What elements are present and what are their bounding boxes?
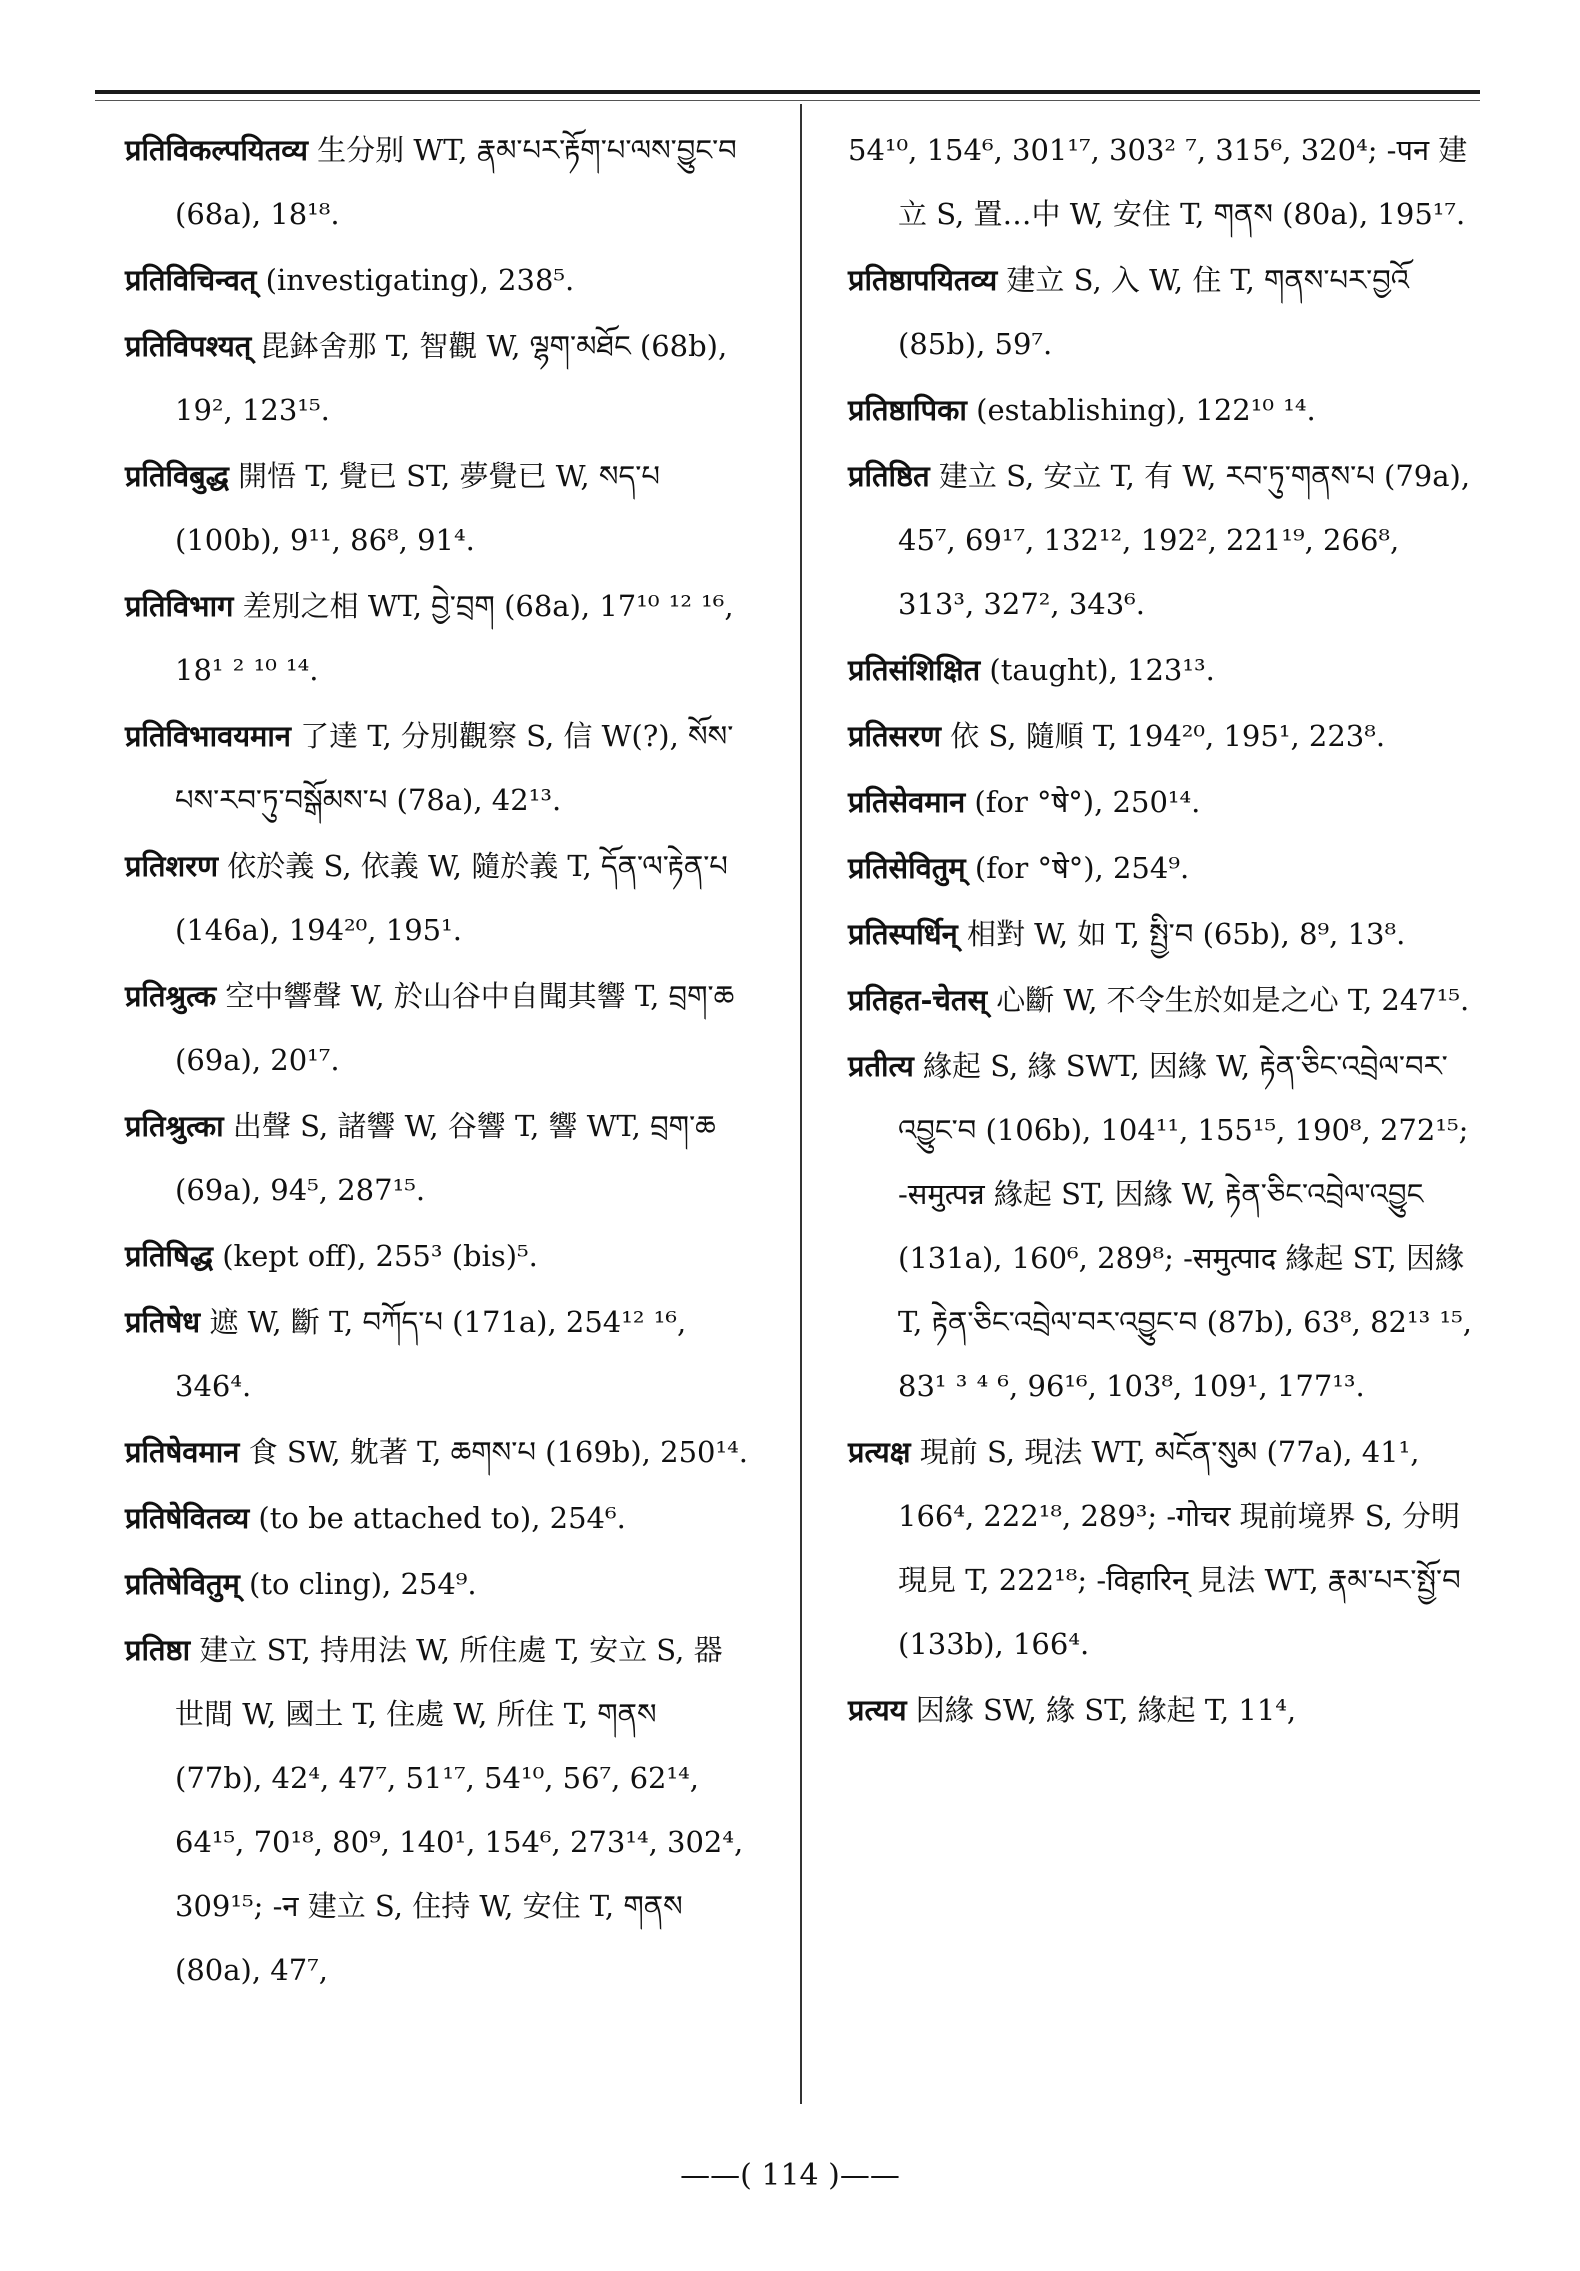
entry-text: 依 S, 隨順 T, 194²⁰, 195¹, 223⁸. <box>940 719 1386 753</box>
dictionary-entry <box>848 968 1473 1032</box>
entry-text: 食 SW, 躭著 T, ཆགས་པ (169b), 250¹⁴. <box>239 1435 748 1469</box>
dictionary-entry <box>848 1034 1473 1418</box>
entry-text: 遮 W, 斷 T, བཀོད་པ (171a), 254¹² ¹⁶, 346⁴. <box>175 1305 687 1403</box>
entry-text: (for °षे°), 250¹⁴. <box>965 785 1201 819</box>
entry-text: 生分别 WT, རྣམ་པར་རྟོག་པ་ལས་བྱུང་བ (68a), 18¹⁸. <box>175 133 737 231</box>
headword: प्रतिशरण <box>125 849 219 883</box>
headword: प्रतिष्ठित <box>848 459 930 493</box>
dictionary-entry <box>848 444 1473 636</box>
entry-text: 建立 S, 入 W, 住 T, གནས་པར་བྱའོ (85b), 59⁷. <box>898 263 1410 361</box>
dictionary-entry <box>125 1618 750 2002</box>
entry-text: (establishing), 122¹⁰ ¹⁴. <box>966 393 1316 427</box>
headword: प्रतिश्रुत्क <box>125 979 217 1013</box>
headword: प्रतिषेवितुम् <box>125 1567 240 1601</box>
headword: प्रतिष्ठापिका <box>848 393 967 427</box>
top-rule <box>95 90 1480 94</box>
headword: प्रत्यक्ष <box>848 1435 911 1469</box>
entry-text: 相對 W, 如 T, སྤྱི་བ (65b), 8⁹, 13⁸. <box>957 917 1406 951</box>
headword: प्रतिषेवितव्य <box>125 1501 250 1535</box>
page-number: ——( 114 )—— <box>680 2158 900 2193</box>
dictionary-entry <box>125 1552 750 1616</box>
entry-text: 空中響聲 W, 於山谷中自聞其響 T, བྲག་ཆ (69a), 20¹⁷. <box>175 979 735 1077</box>
entry-text: (taught), 123¹³. <box>980 653 1215 687</box>
headword: प्रतिस्पर्धिन् <box>848 917 958 951</box>
dictionary-entry <box>848 1420 1473 1676</box>
entry-text: 因緣 SW, 緣 ST, 緣起 T, 11⁴, <box>906 1693 1297 1727</box>
headword: प्रतिहत-चेतस् <box>848 983 988 1017</box>
entry-text: (kept off), 255³ (bis)⁵. <box>213 1239 538 1273</box>
headword: प्रतिश्रुत्का <box>125 1109 224 1143</box>
dictionary-entry <box>125 964 750 1092</box>
top-rule-thin <box>95 100 1480 101</box>
entry-text: 建立 ST, 持用法 W, 所住處 T, 安立 S, 器世間 W, 國土 T, 住處 W, 所住 T, གནས (77b), 42⁴, 47⁷, 51¹⁷, 54¹⁰, 56⁷, 62¹⁴, 64¹⁵, 70¹⁸, 80⁹, 140¹, 154⁶, 273¹⁴, 302⁴, 309¹⁵; -न 建立 S, 住持 W, 安住 T, གནས (80a), 47⁷, <box>175 1633 744 1987</box>
entry-text: (to be attached to), 254⁶. <box>249 1501 626 1535</box>
headword: प्रतिविकल्पयितव्य <box>125 133 308 167</box>
dictionary-entry <box>125 314 750 442</box>
entry-text: 現前 S, 現法 WT, མངོན་སུམ (77a), 41¹, 166⁴, 222¹⁸, 289³; -गोचर 現前境界 S, 分明現見 T, 222¹⁸; -विहारिन् 見法 WT, རྣམ་པར་སྤྱོ་བ (133b), 166⁴. <box>898 1435 1461 1661</box>
dictionary-entry <box>125 248 750 312</box>
headword: प्रतीत्य <box>848 1049 914 1083</box>
dictionary-entry <box>848 1678 1473 1742</box>
headword: प्रतिष्ठापयितव्य <box>848 263 998 297</box>
entry-text: 毘鉢舍那 T, 智觀 W, ལྷག་མཐོང (68b), 19², 123¹⁵. <box>175 329 728 427</box>
headword: प्रतिविबुद्ध <box>125 459 229 493</box>
dictionary-entry <box>125 444 750 572</box>
dictionary-entry <box>125 834 750 962</box>
dictionary-entry <box>125 1224 750 1288</box>
headword: प्रतिविचिन्वत् <box>125 263 257 297</box>
entry-text: 開悟 T, 覺已 ST, 夢覺已 W, སད་པ (100b), 9¹¹, 86⁸, 91⁴. <box>175 459 660 557</box>
headword: प्रतिविपश्यत् <box>125 329 252 363</box>
headword: प्रतिषेध <box>125 1305 201 1339</box>
entry-text: (for °षे°), 254⁹. <box>965 851 1190 885</box>
dictionary-entry <box>125 574 750 702</box>
dictionary-entry <box>125 1420 750 1484</box>
left-column <box>125 118 750 2004</box>
column-divider <box>800 104 802 2104</box>
headword: प्रतिसरण <box>848 719 941 753</box>
headword: प्रतिविभाग <box>125 589 234 623</box>
entry-text: (to cling), 254⁹. <box>239 1567 477 1601</box>
entry-text: 緣起 S, 緣 SWT, 因緣 W, རྟེན་ཅིང་འབྲེལ་བར་འབྱུང་བ (106b), 104¹¹, 155¹⁵, 190⁸, 272¹⁵; -समुत्पन्न 緣起 ST, 因緣 W, རྟེན་ཅིང་འབྲེལ་འབྱུང (131a), 160⁶, 289⁸; -समुत्पाद 緣起 ST, 因緣 T, རྟེན་ཅིང་འབྲེལ་བར་འབྱུང་བ (87b), 63⁸, 82¹³ ¹⁵, 83¹ ³ ⁴ ⁶, 96¹⁶, 103⁸, 109¹, 177¹³. <box>898 1049 1472 1403</box>
entry-text: 心斷 W, 不令生於如是之心 T, 247¹⁵. <box>987 983 1470 1017</box>
entry-text: 差別之相 WT, བྱེ་བྲག (68a), 17¹⁰ ¹² ¹⁶, 18¹ ² ¹⁰ ¹⁴. <box>175 589 734 687</box>
headword: प्रतिसंशिक्षित <box>848 653 981 687</box>
dictionary-entry <box>125 1290 750 1418</box>
dictionary-entry <box>848 704 1473 768</box>
headword: प्रतिसेवितुम् <box>848 851 966 885</box>
dictionary-entry <box>848 248 1473 376</box>
headword: प्रतिविभावयमान <box>125 719 291 753</box>
dictionary-entry <box>848 902 1473 966</box>
entry-text: (investigating), 238⁵. <box>256 263 575 297</box>
entry-text: 54¹⁰, 154⁶, 301¹⁷, 303² ⁷, 315⁶, 320⁴; -पन 建立 S, 置…中 W, 安住 T, གནས (80a), 195¹⁷. <box>848 133 1468 231</box>
dictionary-entry <box>125 118 750 246</box>
entry-text: 依於義 S, 依義 W, 隨於義 T, དོན་ལ་རྟེན་པ (146a), 194²⁰, 195¹. <box>175 849 728 947</box>
right-column <box>848 118 1473 1744</box>
dictionary-entry <box>125 1486 750 1550</box>
headword: प्रतिषिद्ध <box>125 1239 213 1273</box>
headword: प्रत्यय <box>848 1693 907 1727</box>
dictionary-entry <box>125 704 750 832</box>
headword: प्रतिष्ठा <box>125 1633 191 1667</box>
entry-text: 了達 T, 分別觀察 S, 信 W(?), སོས་པས་རབ་ཏུ་བསྒོམས་པ (78a), 42¹³. <box>175 719 734 817</box>
dictionary-entry-continued <box>848 118 1473 246</box>
dictionary-entry <box>848 770 1473 834</box>
entry-text: 建立 S, 安立 T, 有 W, རབ་ཏུ་གནས་པ (79a), 45⁷, 69¹⁷, 132¹², 192², 221¹⁹, 266⁸, 313³, 327², 343⁶. <box>898 459 1471 621</box>
dictionary-entry <box>848 638 1473 702</box>
headword: प्रतिसेवमान <box>848 785 966 819</box>
headword: प्रतिषेवमान <box>125 1435 240 1469</box>
dictionary-entry <box>125 1094 750 1222</box>
entry-text: 出聲 S, 諸響 W, 谷響 T, 響 WT, བྲག་ཆ (69a), 94⁵, 287¹⁵. <box>175 1109 716 1207</box>
dictionary-entry <box>848 378 1473 442</box>
dictionary-entry <box>848 836 1473 900</box>
